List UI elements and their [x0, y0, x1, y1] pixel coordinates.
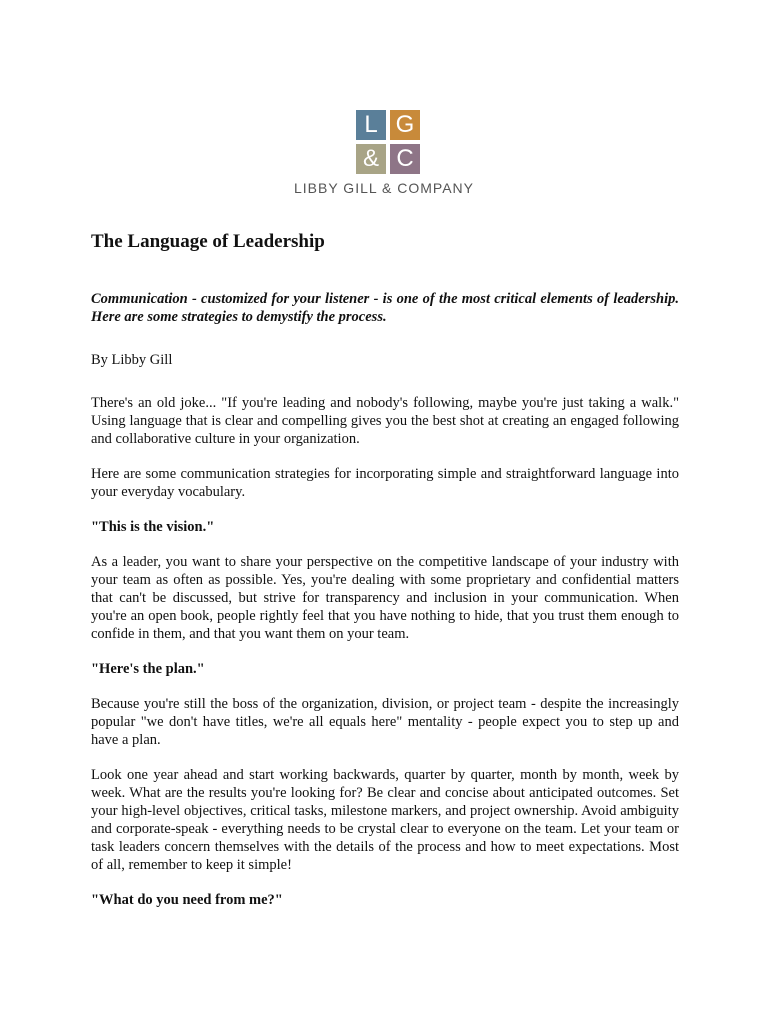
intro-paragraph: Here are some communication strategies for incorporating simple and straightforward language into your everyday vocabulary.: [91, 466, 679, 500]
section-paragraph: Because you're still the boss of the organization, division, or project team - despite the increasingly popular "we don't have titles, we're all equals here" mentality - people expect you to step up and have a plan.: [91, 696, 679, 748]
article-byline: By Libby Gill: [91, 352, 173, 368]
section-heading-vision: "This is the vision.": [91, 519, 215, 535]
intro-paragraph: There's an old joke... "If you're leading and nobody's following, maybe you're just taking a walk." Using language that is clear and compelling gives you the best shot at creating an engaged following and collaborative culture in your organization.: [91, 395, 679, 447]
company-logo: [272, 106, 496, 198]
logo-tile-l: L: [356, 110, 386, 140]
logo-tile-c: C: [390, 144, 420, 174]
section-paragraph: As a leader, you want to share your perspective on the competitive landscape of your industry with your team as often as possible. Yes, you're dealing with some proprietary and confidential matters that can't be discussed, but strive for transparency and inclusion in your communication. When you're an open book, people rightly feel that you have nothing to hide, that you trust them enough to confide in them, and that you want them on your team.: [91, 554, 679, 642]
section-heading-plan: "Here's the plan.": [91, 661, 205, 677]
article-body: [91, 230, 679, 926]
article-subtitle: Communication - customized for your listener - is one of the most critical elements of leadership. Here are some strategies to demystify the process.: [91, 291, 679, 325]
section-heading-need: "What do you need from me?": [91, 892, 283, 908]
logo-tile-ampersand: &: [356, 144, 386, 174]
logo-tile-grid: [356, 110, 420, 174]
section-paragraph: Look one year ahead and start working backwards, quarter by quarter, month by month, week by week. What are the results you're looking for? Be clear and concise about anticipated outcomes. Set your high-level objectives, critical tasks, milestone markers, and project ownership. Avoid ambiguity and corporate-speak - everything needs to be crystal clear to everyone on the team. Let your team or task leaders concern themselves with the details of the process and how to meet expectations. Most of all, remember to keep it simple!: [91, 767, 679, 873]
logo-tile-g: G: [390, 110, 420, 140]
article-title: The Language of Leadership: [91, 231, 325, 252]
logo-company-name: LIBBY GILL & COMPANY: [293, 180, 475, 196]
